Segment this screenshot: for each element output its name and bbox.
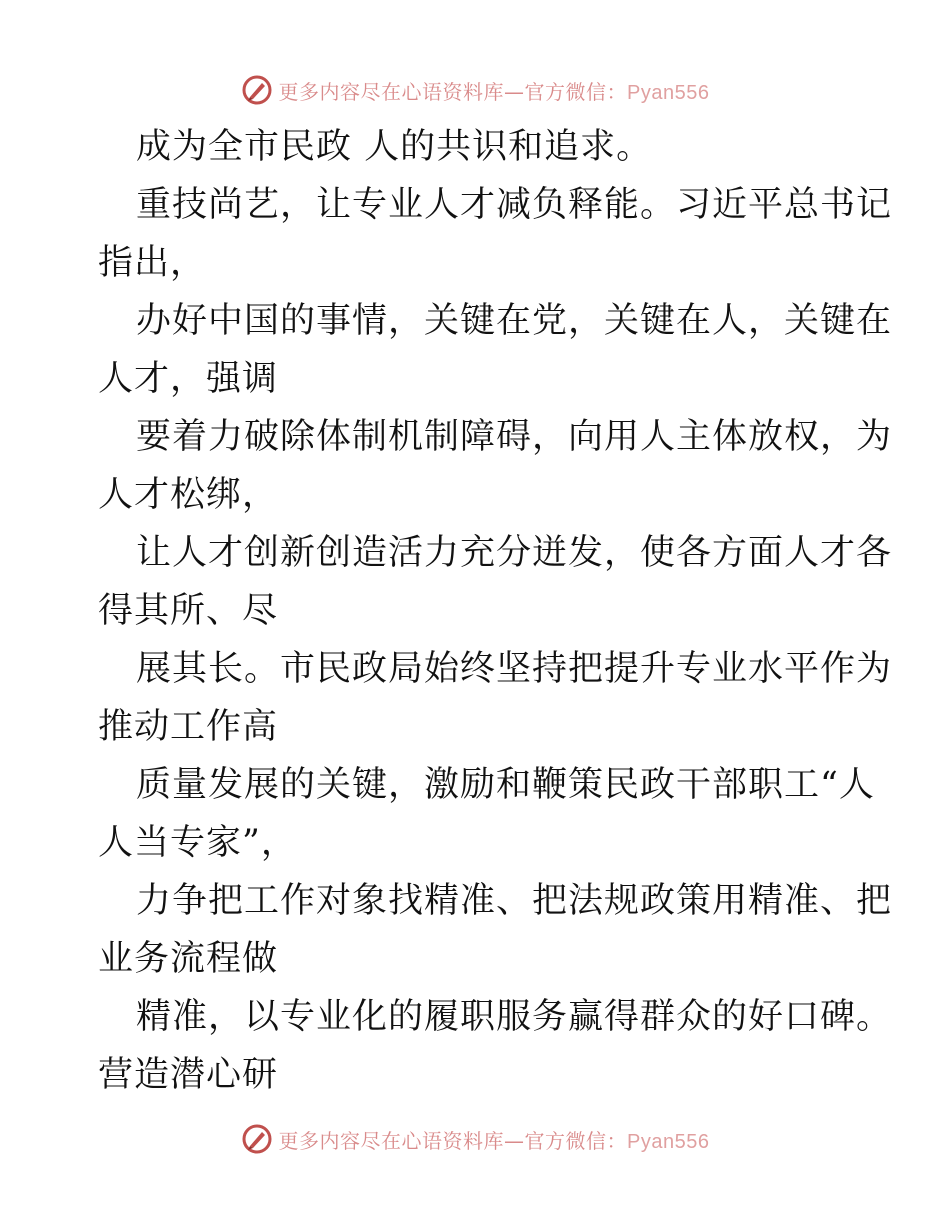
footer-watermark <box>0 1119 950 1159</box>
text-line: 展其长。市民政局始终坚持把提升专业水平作为 <box>136 649 893 689</box>
watermark-handle: Pyan556 <box>627 1130 710 1153</box>
text-line: 力争把工作对象找精准、把法规政策用精准、把 <box>136 881 893 921</box>
pen-logo-icon <box>241 1123 273 1155</box>
text-line: 人当专家”， <box>98 823 297 863</box>
header-watermark <box>0 70 950 110</box>
text-line: 人才，强调 <box>98 359 279 399</box>
text-line: 质量发展的关键，激励和鞭策民政干部职工“人 <box>136 765 875 805</box>
text-line: 推动工作高 <box>98 707 279 747</box>
text-line: 营造潜心研 <box>98 1055 279 1095</box>
text-line: 指出， <box>98 243 207 283</box>
text-line: 业务流程做 <box>98 939 279 979</box>
pen-logo-icon <box>241 74 273 106</box>
document-body <box>98 118 893 1104</box>
text-line: 精准，以专业化的履职服务赢得群众的好口碑。 <box>136 997 893 1037</box>
text-line: 得其所、尽 <box>98 591 279 631</box>
text-line: 让人才创新创造活力充分迸发，使各方面人才各 <box>136 533 893 573</box>
watermark-handle: Pyan556 <box>627 81 710 104</box>
watermark-text: 更多内容尽在心语资料库—官方微信：Pyan556 <box>278 1128 710 1153</box>
text-line: 成为全市民政 人的共识和追求。 <box>136 127 653 167</box>
watermark-text: 更多内容尽在心语资料库—官方微信：Pyan556 <box>278 79 710 104</box>
text-line: 要着力破除体制机制障碍，向用人主体放权，为 <box>136 417 893 457</box>
text-line: 办好中国的事情，关键在党，关键在人，关键在 <box>136 301 893 341</box>
text-line: 人才松绑， <box>98 475 279 515</box>
text-line: 重技尚艺，让专业人才减负释能。习近平总书记 <box>136 185 893 225</box>
